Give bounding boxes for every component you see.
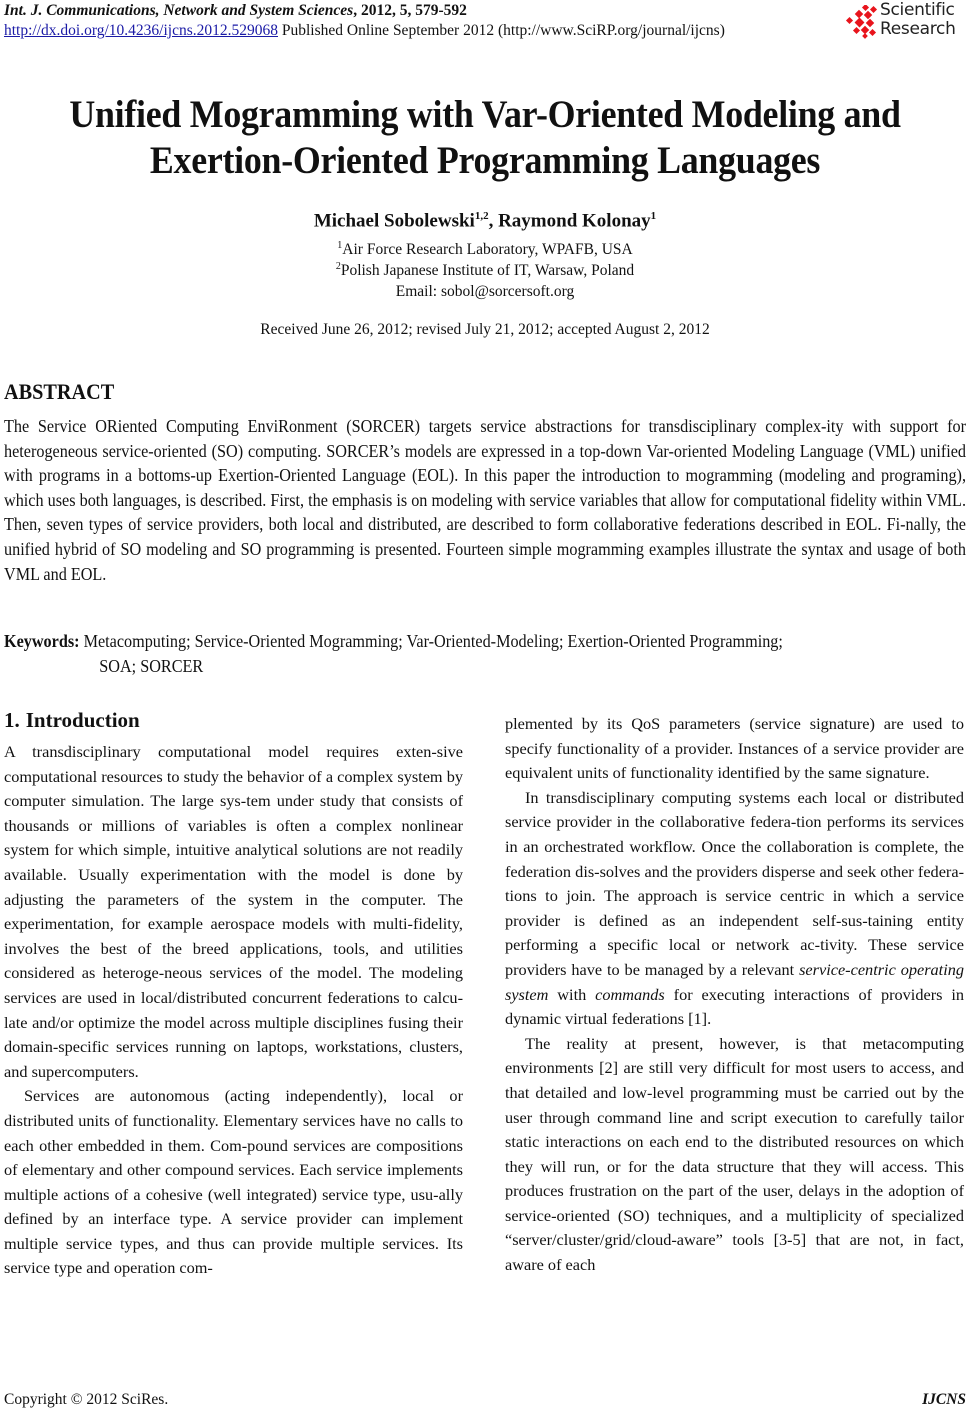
affiliation-text: Air Force Research Laboratory, WPAFB, USA [342, 241, 633, 259]
emphasis-text: service-centric operating system [505, 959, 965, 1004]
abstract-text: The Service ORiented Computing EnviRonment (SORCER) targets service abstractions for transdisciplinary complex-ity with support for heterogeneous service-oriented (SO) computing. SORCER’s models are expressed in a top-down Var-oriented Modeling Language (VML) unified with programs in a bottoms-up Exertion-Oriented Language (EOL). In this paper the introduction to mogramming (modeling and programing), which uses both languages, is described. First, the emphasis is on modeling with service variables that allow for computational fidelity within VML. Then, seven types of service providers, both local and distributed, are described to form collaborative federations described in EOL. Fi-nally, the unified hybrid of SO modeling and SO programming is presented. Fourteen simple mogramming examples illustrate the syntax and usage of both VML and EOL. [4, 416, 966, 584]
publisher-logo [844, 1, 966, 43]
author-affiliation-sup: 1,2 [474, 210, 489, 222]
affiliation-sup: 1 [337, 240, 343, 251]
section-title: Introduction [25, 708, 140, 732]
logo-wordmark [880, 1, 956, 39]
diamond-cluster-icon [844, 5, 878, 39]
copyright-notice: Copyright © 2012 SciRes. [4, 1391, 169, 1408]
body-paragraph: Services are autonomous (acting independently), local or distributed units of functionality. Elementary services have no calls to each other embedded in them. Com-pound services are compositions of elementary and other compound services. Each service implements multiple actions of a cohesive (well integrated) service type, usu-ally defined by an interface type. A service provider can implement multiple service types, and thus can provide multiple services. Its service type and operation com- [4, 1086, 463, 1278]
emphasis-text: commands [595, 984, 665, 1004]
section-heading [4, 708, 463, 732]
doi-line [4, 22, 725, 40]
doi-link[interactable]: http://dx.doi.org/10.4236/ijcns.2012.529068 [4, 22, 278, 39]
author-affiliation-sup: 1 [650, 210, 657, 222]
logo-line-2: Research [880, 19, 956, 39]
abstract-heading: ABSTRACT [4, 379, 115, 404]
affiliation [0, 240, 970, 259]
author-name: Raymond Kolonay [498, 210, 651, 232]
journal-abbreviation: IJCNS [922, 1391, 966, 1408]
body-paragraph: The reality at present, however, is that metacomputing environments [2] are still very difficult for most users to access, and that detailed and low-level programming must be carried out by the user through command line and script execution to carefully tailor static interactions on each end to the distributed resources on which they will run, or for the data structure that they will access. This produces frustration on the part of the user, delays in the adoption of service-oriented (SO) techniques, and a multiplicity of specialized “server/cluster/grid/cloud-aware” tools [3-5] that are not, in fact, aware of each [505, 1033, 964, 1275]
paragraph-text: for executing interactions of providers in dynamic virtual federations [1]. [505, 984, 964, 1029]
author-email: Email: sobol@sorcersoft.org [395, 283, 575, 300]
title-line-1: Unified Mogramming with Var-Oriented Modeling and [69, 93, 901, 136]
affiliation-sup: 2 [335, 261, 341, 272]
journal-name: Int. J. Communications, Network and System Sciences [4, 2, 354, 19]
journal-volume-pages: , 2012, 5, 579-592 [353, 2, 467, 19]
title-line-2: Exertion-Oriented Programming Languages [149, 139, 821, 182]
author-list [0, 210, 970, 232]
body-column-right [505, 712, 964, 1278]
author-name: Michael Sobolewski [313, 210, 475, 232]
body-paragraph: A transdisciplinary computational model requires exten-sive computational resources to study the behavior of a complex system by computer simulation. The large sys-tem under study that consists of thousands or millions of variables is often a complex nonlinear system for which simple, intuitive analytical solutions are not readily available. Usually experimentation with the model is done by adjusting the parameters of the system in the computer. The experimentation, for example aerospace models with multi-fidelity, involves the best of the breed applications, tools, and utilities considered as heteroge-neous services of the model. The modeling services are used in local/distributed concurrent federations to calcu-late and/or optimize the model across multiple disciplines fusing their domain-specific services running on laptops, workstations, clusters, and supercomputers. [4, 742, 463, 1081]
paragraph-text: with [548, 984, 596, 1004]
keywords-label: Keywords: [4, 631, 80, 651]
journal-citation [4, 2, 467, 20]
body-paragraph: plemented by its QoS parameters (service signature) are used to specify functionality of a provider. Instances of a service provider are equivalent units of functionality identified by the same signature. [505, 714, 964, 783]
body-paragraph [505, 786, 964, 1032]
logo-line-1: Scientific [880, 0, 955, 20]
keywords-line-2: SOA; SORCER [99, 655, 204, 676]
published-online-text: Published Online September 2012 (http://www.SciRP.org/journal/ijcns) [277, 22, 725, 39]
page-header [4, 2, 966, 42]
affiliation-text: Polish Japanese Institute of IT, Warsaw, Poland [340, 262, 635, 280]
keywords-line-1: Metacomputing; Service-Oriented Mogramming; Var-Oriented-Modeling; Exertion-Oriented Programming; [79, 631, 783, 651]
author-separator: , [488, 210, 499, 232]
paragraph-text: In transdisciplinary computing systems each local or distributed service provider in the collaborative federa-tion performs its services in an orchestrated workflow. Once the collaboration is complete, the federation dis-solves and the providers disperse and seek other federa-tions to join. The approach is service centric in which a service provider is defined as an independent self-sus-taining entity performing a specific local or network ac-tivity. These service providers have to be managed by a relevant [505, 787, 964, 979]
body-column-left [4, 708, 463, 1281]
keywords [4, 629, 966, 678]
paper-title [39, 92, 931, 184]
received-dates: Received June 26, 2012; revised July 21, 2012; accepted August 2, 2012 [260, 321, 710, 338]
section-number: 1. [4, 708, 20, 732]
affiliation [0, 261, 970, 280]
